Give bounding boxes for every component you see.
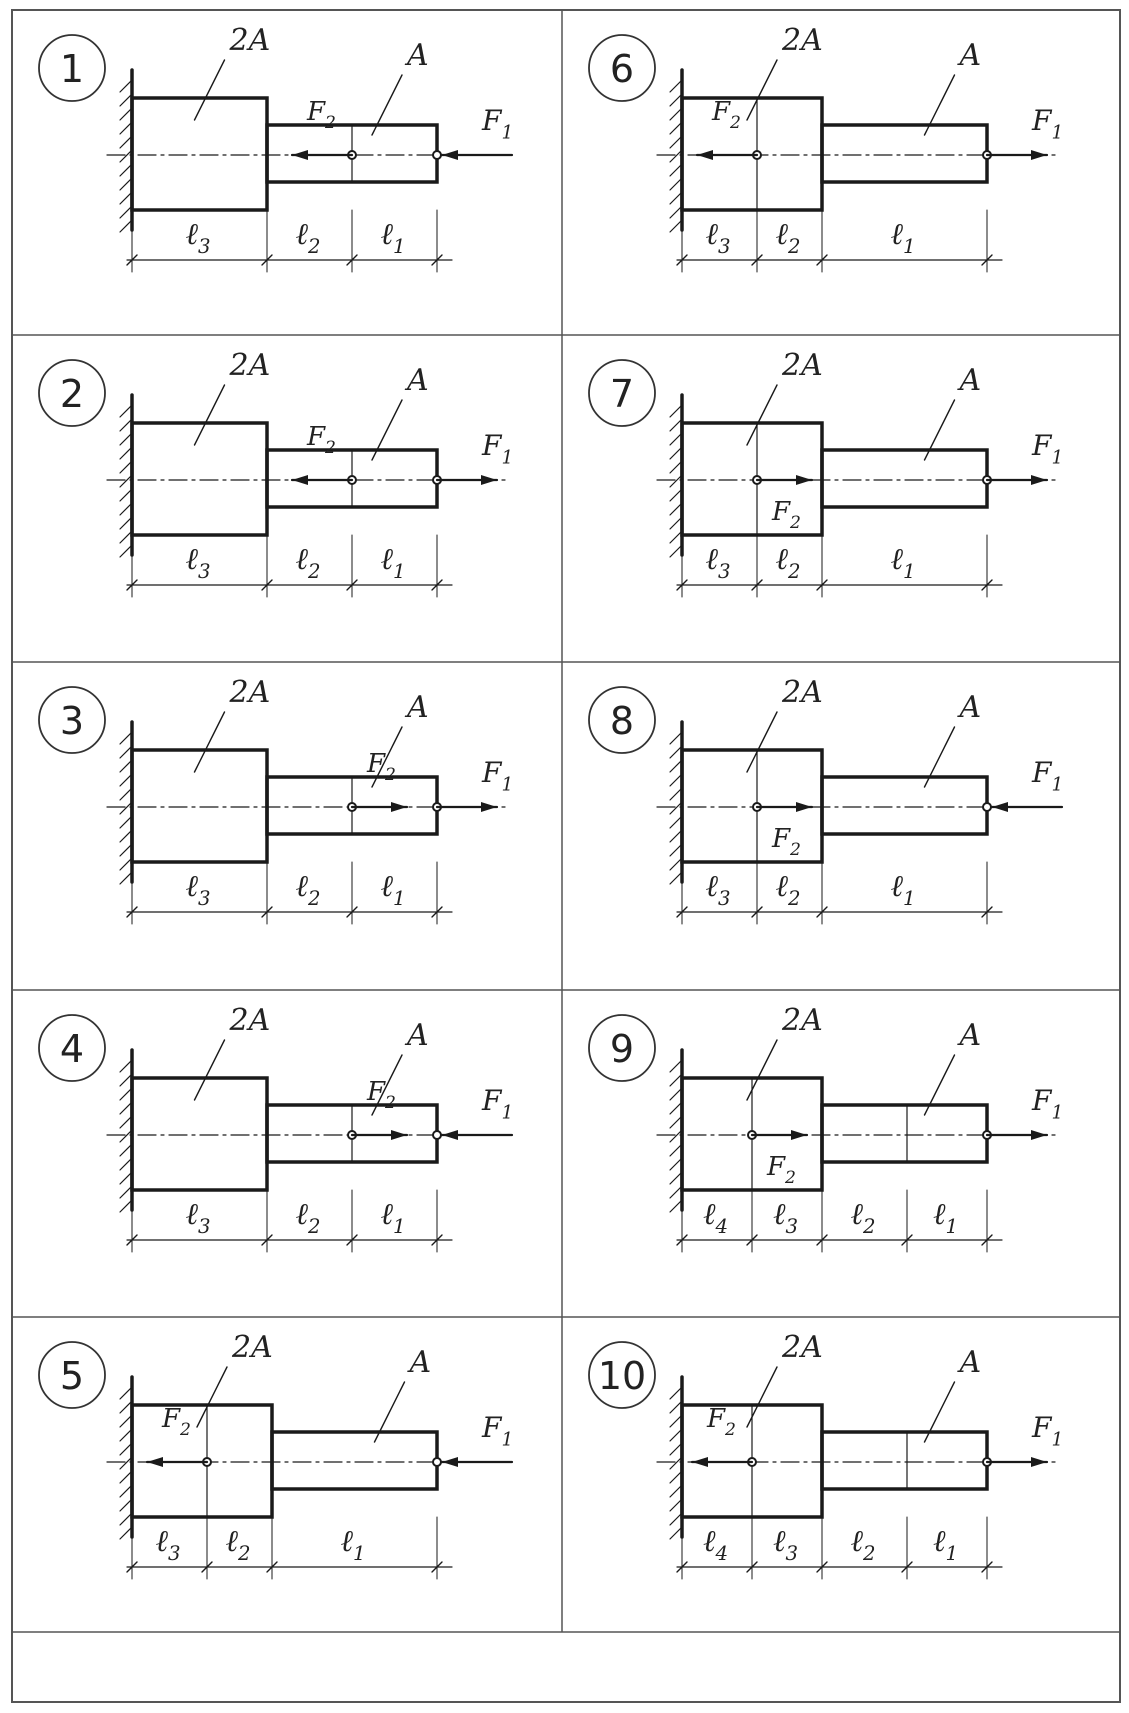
f1-label: $F_1$ [482, 1084, 514, 1124]
wall-hatch [670, 746, 682, 758]
length-label-l3: ℓ$_3$ [185, 1197, 211, 1238]
wall-hatch [670, 80, 682, 92]
wall-hatch [670, 517, 682, 529]
small-section [272, 1432, 437, 1489]
wall-hatch [670, 1387, 682, 1399]
wall-hatch [670, 844, 682, 856]
length-label-l2: ℓ$_2$ [295, 217, 321, 258]
sheet-border [12, 10, 1120, 1702]
area-label-small: A [959, 38, 982, 73]
f1-arrow-head [1031, 1457, 1047, 1467]
f1-label: $F_1$ [1032, 1411, 1064, 1451]
variant-panel-5 [39, 1330, 513, 1579]
wall-hatch [120, 1102, 132, 1114]
area-label-small: A [407, 38, 429, 73]
f1-label: $F_1$ [482, 104, 514, 144]
f2-arrow [292, 475, 352, 485]
wall-hatch [670, 802, 682, 814]
wall-hatch [120, 405, 132, 417]
variant-panel-2 [39, 348, 513, 597]
wall-hatch [670, 858, 682, 870]
wall-hatch [670, 122, 682, 134]
wall-hatch [670, 1130, 682, 1142]
length-label-l3: ℓ$_3$ [773, 1524, 799, 1565]
f2-arrow [352, 802, 407, 812]
wall-hatch [670, 419, 682, 431]
f1-label: $F_1$ [482, 1411, 514, 1451]
wall-hatch [120, 1387, 132, 1399]
area-label-small: A [407, 690, 429, 725]
variant-number: 2 [59, 372, 85, 416]
variant-panel-7 [589, 348, 1063, 597]
wall-hatch [120, 788, 132, 800]
area-label-large: 2A [782, 675, 823, 710]
f1-application-point [433, 1458, 441, 1466]
wall-hatch [670, 732, 682, 744]
f2-label: $F_2$ [767, 1152, 796, 1188]
wall-hatch [670, 816, 682, 828]
wall-hatch [120, 1457, 132, 1469]
f2-arrow [692, 1457, 752, 1467]
wall-hatch [670, 1499, 682, 1511]
f1-arrow [442, 1130, 512, 1140]
wall-hatch [120, 164, 132, 176]
variant-panel-8 [589, 675, 1063, 924]
wall-hatch [120, 206, 132, 218]
variant-number: 6 [609, 47, 635, 91]
wall-hatch [670, 192, 682, 204]
length-label-l1: ℓ$_1$ [380, 542, 406, 583]
wall-hatch [120, 1499, 132, 1511]
area-label-small: A [959, 1018, 982, 1053]
wall-hatch [120, 760, 132, 772]
length-label-l1: ℓ$_1$ [380, 217, 406, 258]
f2-label: $F_2$ [367, 749, 396, 785]
wall-hatch [670, 1443, 682, 1455]
length-label-l2: ℓ$_2$ [850, 1197, 876, 1238]
f2-label: $F_2$ [707, 1404, 736, 1440]
variant-panel-6 [589, 23, 1063, 272]
wall-hatch [120, 830, 132, 842]
wall-hatch [120, 1485, 132, 1497]
variant-panel-10 [589, 1330, 1063, 1579]
wall-hatch [120, 1116, 132, 1128]
wall-hatch [670, 872, 682, 884]
wall-hatch [670, 178, 682, 190]
f2-arrow-head [692, 1457, 708, 1467]
length-label-l3: ℓ$_3$ [705, 217, 731, 258]
wall-hatch [670, 1088, 682, 1100]
wall-hatch [670, 136, 682, 148]
area-leader-large [195, 385, 225, 445]
area-label-small: A [407, 363, 429, 398]
f1-arrow-head [1031, 475, 1047, 485]
length-label-l1: ℓ$_1$ [890, 869, 916, 910]
large-section [132, 750, 267, 862]
length-label-l2: ℓ$_2$ [225, 1524, 251, 1565]
f2-arrow [757, 802, 812, 812]
wall-hatch [120, 1074, 132, 1086]
area-label-large: 2A [229, 1003, 271, 1038]
wall-hatch [670, 788, 682, 800]
wall-hatch [120, 1415, 132, 1427]
f2-label: $F_2$ [307, 422, 336, 458]
f1-label: $F_1$ [482, 429, 514, 469]
variant-number: 1 [59, 47, 85, 91]
wall-hatch [670, 1513, 682, 1525]
length-label-l2: ℓ$_2$ [295, 1197, 321, 1238]
f2-label: $F_2$ [162, 1404, 191, 1440]
f2-arrow [147, 1457, 207, 1467]
length-label-l4: ℓ$_4$ [703, 1197, 729, 1238]
variant-number: 10 [597, 1354, 647, 1398]
area-label-large: 2A [782, 1330, 823, 1365]
wall-hatch [670, 447, 682, 459]
wall-hatch [670, 150, 682, 162]
wall-hatch [670, 1415, 682, 1427]
wall-hatch [120, 531, 132, 543]
variant-number: 3 [59, 699, 85, 743]
wall-hatch [670, 1186, 682, 1198]
wall-hatch [120, 1443, 132, 1455]
wall-hatch [670, 830, 682, 842]
f1-arrow [442, 1457, 512, 1467]
wall-hatch [120, 1401, 132, 1413]
f1-arrow-head [481, 475, 497, 485]
wall-hatch [670, 1527, 682, 1539]
wall-hatch [670, 220, 682, 232]
f1-arrow-head [1031, 1130, 1047, 1140]
f1-arrow-head [481, 802, 497, 812]
wall-hatch [670, 164, 682, 176]
f1-arrow-head [1031, 150, 1047, 160]
wall-hatch [670, 206, 682, 218]
f1-label: $F_1$ [1032, 756, 1064, 796]
f2-arrow-head [147, 1457, 163, 1467]
wall-hatch [120, 732, 132, 744]
area-label-small: A [959, 1345, 982, 1380]
variant-panel-1 [39, 23, 513, 272]
f1-label: $F_1$ [482, 756, 514, 796]
small-section [822, 125, 987, 182]
wall-hatch [120, 816, 132, 828]
wall-hatch [120, 858, 132, 870]
wall-hatch [670, 774, 682, 786]
wall-hatch [120, 1527, 132, 1539]
f2-arrow [757, 475, 812, 485]
length-label-l1: ℓ$_1$ [380, 869, 406, 910]
f2-label: $F_2$ [712, 97, 741, 133]
wall-hatch [120, 136, 132, 148]
wall-hatch [120, 1186, 132, 1198]
area-leader-large [747, 60, 777, 120]
wall-hatch [670, 1429, 682, 1441]
length-label-l2: ℓ$_2$ [295, 542, 321, 583]
area-label-small: A [409, 1345, 432, 1380]
f1-arrow-head [442, 1130, 458, 1140]
wall-hatch [670, 461, 682, 473]
f2-arrow-head [391, 1130, 407, 1140]
wall-hatch [120, 545, 132, 557]
wall-hatch [670, 1457, 682, 1469]
wall-hatch [670, 108, 682, 120]
f2-arrow [352, 1130, 407, 1140]
variant-panel-4 [39, 1003, 513, 1252]
length-label-l1: ℓ$_1$ [933, 1524, 959, 1565]
wall-hatch [670, 1102, 682, 1114]
wall-hatch [120, 844, 132, 856]
area-label-small: A [959, 690, 982, 725]
length-label-l2: ℓ$_2$ [775, 217, 801, 258]
wall-hatch [120, 1158, 132, 1170]
area-label-large: 2A [229, 675, 271, 710]
wall-hatch [670, 1471, 682, 1483]
variant-number: 4 [59, 1027, 85, 1071]
f1-arrow [437, 802, 497, 812]
wall-hatch [120, 433, 132, 445]
wall-hatch [120, 1130, 132, 1142]
f2-arrow-head [796, 475, 812, 485]
f1-arrow [992, 802, 1062, 812]
variant-number: 7 [609, 372, 635, 416]
wall-hatch [670, 1485, 682, 1497]
area-leader-large [747, 1367, 777, 1427]
wall-hatch [670, 1060, 682, 1072]
f1-arrow [987, 1457, 1047, 1467]
length-label-l3: ℓ$_3$ [705, 542, 731, 583]
wall-hatch [120, 503, 132, 515]
area-label-large: 2A [232, 1330, 273, 1365]
f1-label: $F_1$ [1032, 104, 1064, 144]
length-label-l2: ℓ$_2$ [295, 869, 321, 910]
wall-hatch [670, 1158, 682, 1170]
length-label-l3: ℓ$_3$ [705, 869, 731, 910]
area-label-large: 2A [229, 23, 271, 58]
length-label-l1: ℓ$_1$ [380, 1197, 406, 1238]
f2-arrow [752, 1130, 807, 1140]
f1-label: $F_1$ [1032, 1084, 1064, 1124]
f1-application-point [983, 803, 991, 811]
wall-hatch [670, 433, 682, 445]
variant-panel-3 [39, 675, 513, 924]
wall-hatch [670, 1074, 682, 1086]
length-label-l3: ℓ$_3$ [773, 1197, 799, 1238]
wall-hatch [120, 178, 132, 190]
length-label-l2: ℓ$_2$ [775, 869, 801, 910]
wall-hatch [670, 1401, 682, 1413]
wall-hatch [670, 94, 682, 106]
wall-hatch [120, 1144, 132, 1156]
wall-hatch [120, 447, 132, 459]
wall-hatch [670, 1116, 682, 1128]
wall-hatch [120, 1200, 132, 1212]
f1-label: $F_1$ [1032, 429, 1064, 469]
length-label-l3: ℓ$_3$ [185, 542, 211, 583]
wall-hatch [120, 1513, 132, 1525]
wall-hatch [670, 1200, 682, 1212]
area-label-large: 2A [782, 348, 823, 383]
length-label-l1: ℓ$_1$ [890, 542, 916, 583]
small-section [822, 450, 987, 507]
wall-hatch [120, 475, 132, 487]
variant-number: 5 [59, 1354, 85, 1398]
area-label-small: A [407, 1018, 429, 1053]
wall-hatch [120, 746, 132, 758]
wall-hatch [120, 419, 132, 431]
wall-hatch [120, 872, 132, 884]
variant-panel-9 [589, 1003, 1063, 1252]
area-label-large: 2A [782, 1003, 823, 1038]
f2-arrow-head [796, 802, 812, 812]
area-label-small: A [959, 363, 982, 398]
length-label-l1: ℓ$_1$ [933, 1197, 959, 1238]
wall-hatch [670, 531, 682, 543]
wall-hatch [120, 80, 132, 92]
wall-hatch [670, 760, 682, 772]
wall-hatch [120, 774, 132, 786]
length-label-l2: ℓ$_2$ [775, 542, 801, 583]
f2-arrow-head [791, 1130, 807, 1140]
f2-arrow-head [292, 475, 308, 485]
length-label-l3: ℓ$_3$ [155, 1524, 181, 1565]
wall-hatch [670, 503, 682, 515]
area-leader-large [195, 712, 225, 772]
length-label-l3: ℓ$_3$ [185, 217, 211, 258]
wall-hatch [670, 545, 682, 557]
f2-arrow-head [391, 802, 407, 812]
wall-hatch [120, 1088, 132, 1100]
wall-hatch [120, 1172, 132, 1184]
variant-number: 8 [609, 699, 635, 743]
area-leader-large [197, 1367, 227, 1427]
f1-arrow-head [442, 150, 458, 160]
f2-arrow [292, 150, 352, 160]
f1-arrow-head [992, 802, 1008, 812]
wall-hatch [120, 220, 132, 232]
wall-hatch [120, 150, 132, 162]
wall-hatch [120, 122, 132, 134]
wall-hatch [120, 802, 132, 814]
area-label-large: 2A [229, 348, 271, 383]
wall-hatch [670, 1172, 682, 1184]
area-leader-large [195, 1040, 225, 1100]
area-label-large: 2A [782, 23, 823, 58]
f1-application-point [433, 151, 441, 159]
wall-hatch [670, 405, 682, 417]
wall-hatch [670, 475, 682, 487]
large-section [132, 1078, 267, 1190]
wall-hatch [120, 1429, 132, 1441]
f1-application-point [433, 1131, 441, 1139]
length-label-l3: ℓ$_3$ [185, 869, 211, 910]
area-leader-large [195, 60, 225, 120]
small-section [822, 1432, 987, 1489]
f2-label: $F_2$ [367, 1077, 396, 1113]
large-section [132, 423, 267, 535]
wall-hatch [120, 1471, 132, 1483]
wall-hatch [120, 108, 132, 120]
f1-arrow [442, 150, 512, 160]
f1-arrow [437, 475, 497, 485]
f1-arrow [987, 475, 1047, 485]
f2-arrow-head [292, 150, 308, 160]
wall-hatch [120, 94, 132, 106]
f2-label: $F_2$ [772, 497, 801, 533]
length-label-l4: ℓ$_4$ [703, 1524, 729, 1565]
area-leader-large [747, 385, 777, 445]
f1-arrow-head [442, 1457, 458, 1467]
f1-arrow [987, 1130, 1047, 1140]
area-leader-large [747, 1040, 777, 1100]
f2-label: $F_2$ [307, 97, 336, 133]
wall-hatch [120, 489, 132, 501]
variant-number: 9 [609, 1027, 635, 1071]
length-label-l1: ℓ$_1$ [340, 1524, 366, 1565]
f2-arrow-head [697, 150, 713, 160]
wall-hatch [120, 461, 132, 473]
area-leader-large [747, 712, 777, 772]
f2-label: $F_2$ [772, 824, 801, 860]
f1-arrow [987, 150, 1047, 160]
wall-hatch [120, 1060, 132, 1072]
wall-hatch [120, 192, 132, 204]
f2-arrow [697, 150, 757, 160]
small-section [822, 777, 987, 834]
length-label-l1: ℓ$_1$ [890, 217, 916, 258]
wall-hatch [120, 517, 132, 529]
wall-hatch [670, 1144, 682, 1156]
large-section [132, 98, 267, 210]
small-section [822, 1105, 987, 1162]
length-label-l2: ℓ$_2$ [850, 1524, 876, 1565]
wall-hatch [670, 489, 682, 501]
